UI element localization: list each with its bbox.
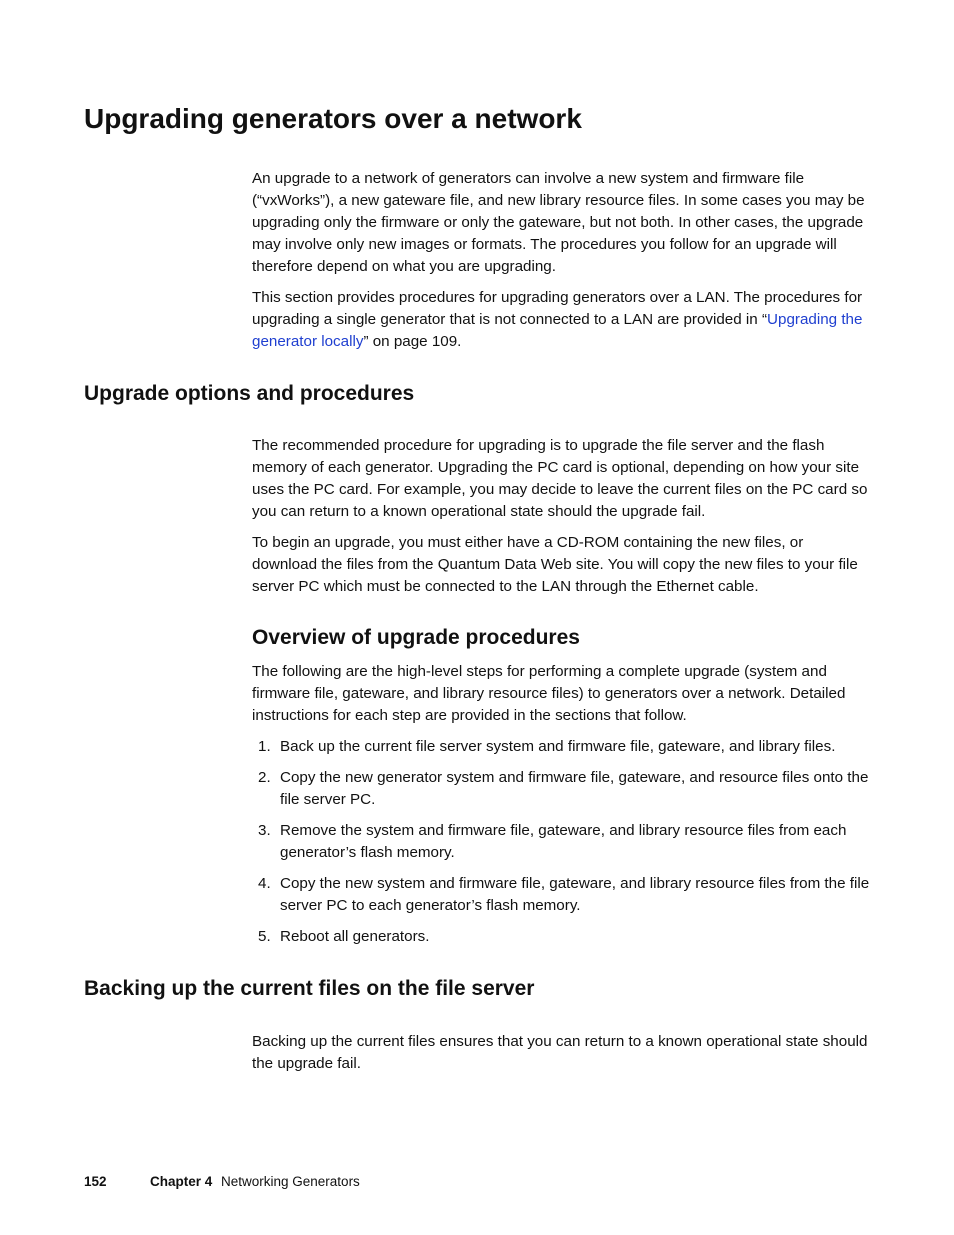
upgrading-locally-link[interactable]: Upgrading the generator locally [252, 311, 863, 350]
upgrade-options-paragraph-2: To begin an upgrade, you must either have a CD-ROM containing the new files, or download the files from the Quantum Data Web site. You will copy the new files to your file server PC which must be connected to the LAN through the Ethernet cable. [252, 534, 858, 595]
step-text: Remove the system and firmware file, gateware, and library resource files from each generator’s flash memory. [280, 822, 847, 861]
section-heading-upgrade-options: Upgrade options and procedures [84, 382, 415, 405]
step-text: Back up the current file server system and firmware file, gateware, and library files. [280, 738, 836, 755]
step-number: 5. [258, 928, 271, 945]
intro-paragraph-2 [252, 287, 872, 353]
step-number: 3. [258, 822, 271, 839]
overview-paragraph: The following are the high-level steps for performing a complete upgrade (system and firmware file, gateware, and library resource files) to generators over a network. Detailed instructions for each step are provided in the sections that follow. [252, 663, 846, 724]
intro-p2-before: This section provides procedures for upgrading generators over a LAN. The procedures for upgrading a single generator that is not connected to a LAN are provided in “ [252, 289, 863, 328]
step-number: 1. [258, 738, 271, 755]
page-number: 152 [84, 1174, 107, 1189]
upgrade-options-section [252, 435, 872, 607]
step-number: 2. [258, 769, 271, 786]
subsection-heading-overview: Overview of upgrade procedures [252, 626, 580, 649]
upgrade-options-paragraph-1: The recommended procedure for upgrading is to upgrade the file server and the flash memory of each generator. Upgrading the PC card is optional, depending on how your site uses the PC card. For example, you may decide to leave the current files on the PC card so you can return to a known operational state should the upgrade fail. [252, 437, 868, 520]
chapter-title: Networking Generators [221, 1174, 360, 1189]
step-number: 4. [258, 875, 271, 892]
step-text: Copy the new generator system and firmware file, gateware, and resource files onto the file server PC. [280, 769, 869, 808]
list-item [252, 820, 872, 864]
overview-section [252, 661, 872, 957]
section-heading-backing-up: Backing up the current files on the file server [84, 977, 535, 1000]
chapter-label: Chapter 4 [150, 1174, 213, 1189]
intro-paragraph-1: An upgrade to a network of generators can involve a new system and firmware file (“vxWorks”), a new gateware file, and new library resource files. In some cases you may be upgrading only the firmware or only the gateware, but not both. In other cases, the upgrade may involve only new images or formats. The procedures you follow for an upgrade will therefore depend on what you are upgrading. [252, 170, 865, 275]
intro-p2-after: ” on page 109. [363, 333, 462, 350]
list-item [252, 926, 872, 948]
list-item [252, 873, 872, 917]
page-title: Upgrading generators over a network [84, 103, 582, 134]
backing-up-paragraph: Backing up the current files ensures that you can return to a known operational state should the upgrade fail. [252, 1033, 868, 1072]
step-text: Reboot all generators. [280, 928, 430, 945]
intro-section [252, 168, 872, 362]
step-text: Copy the new system and firmware file, gateware, and library resource files from the file server PC to each generator’s flash memory. [280, 875, 870, 914]
list-item [252, 767, 872, 811]
upgrade-steps-list [252, 736, 872, 948]
list-item [252, 736, 872, 758]
backing-up-section [252, 1031, 872, 1084]
